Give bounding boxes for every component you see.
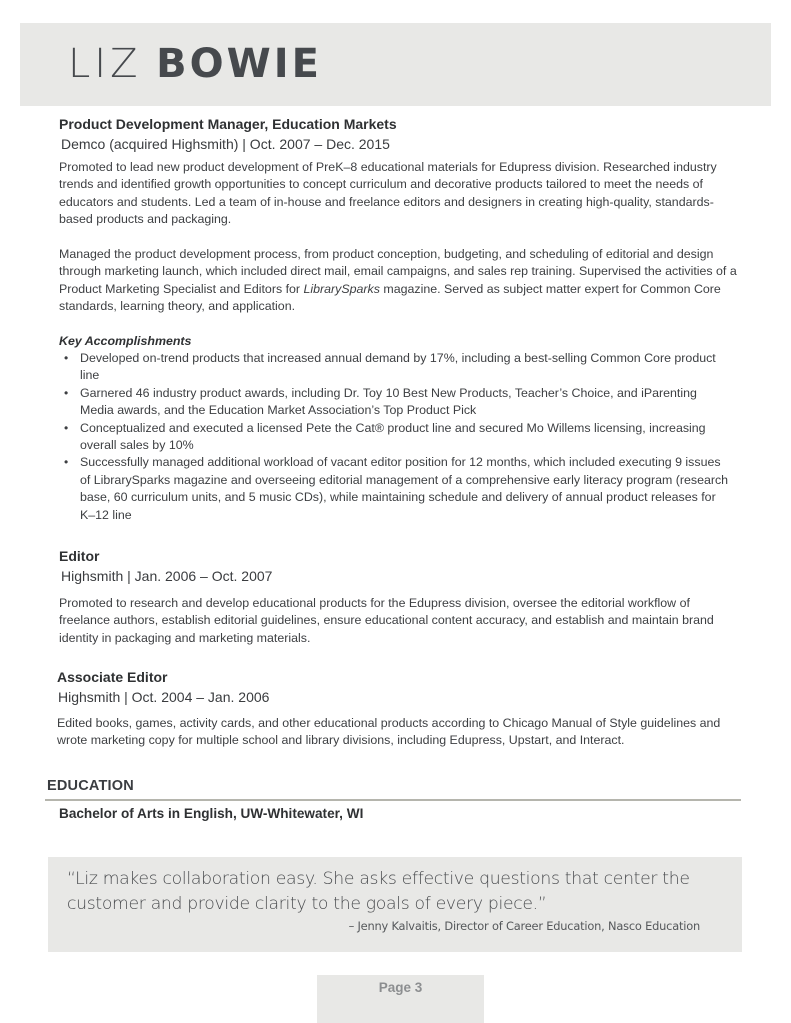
job-title: Editor xyxy=(59,548,100,564)
magazine-title: LibrarySparks xyxy=(303,281,380,296)
job-company-dates: Highsmith | Jan. 2006 – Oct. 2007 xyxy=(61,568,273,584)
list-item: • Successfully managed additional workload of vacant editor position for 12 months, which included executing 9 issues of LibrarySparks magazine and overseeing editorial management of a comprehensive early literacy program (research base, 60 curriculum units, and 5 music CDs), while maintaining schedule and delivery of annual product releases for K–12 line xyxy=(64,454,734,524)
job-description xyxy=(59,246,739,316)
page-number-box xyxy=(317,975,484,1023)
name-header xyxy=(20,23,771,106)
description-text: Managed the product development process, from product conception, budgeting, and scheduling of editorial and design through marketing launch, which included direct mail, email campaigns, and sales rep training. Supervised the activities of a Product Marketing Specialist and Editors for xyxy=(59,247,737,296)
job-title: Associate Editor xyxy=(57,669,168,685)
candidate-name xyxy=(68,37,322,90)
degree: Bachelor of Arts in English, UW-Whitewater, WI xyxy=(59,806,364,821)
job-company-dates: Highsmith | Oct. 2004 – Jan. 2006 xyxy=(58,689,270,705)
list-item: • Garnered 46 industry product awards, including Dr. Toy 10 Best New Products, Teacher’s Choice, and iParenting Media awards, and the Education Market Association’s Top Product Pick xyxy=(64,385,734,420)
first-name: LIZ xyxy=(68,41,142,87)
job-description: Promoted to research and develop educational products for the Edupress division, oversee the editorial workflow of freelance authors, establish editorial guidelines, ensure educational content accuracy, and establish and maintain brand identity in packaging and marketing materials. xyxy=(59,596,714,645)
job-description: Promoted to lead new product development of PreK–8 educational materials for Edupress division. Researched industry trends and identified growth opportunities to concept curriculum and decorative products tailored to meet the needs of educators and students. Led a team of in-house and freelance editors and designers in creating high-quality, standards-based products and packaging. xyxy=(59,160,717,227)
key-accomplishments-heading: Key Accomplishments xyxy=(59,334,192,348)
accomplishments-list xyxy=(64,350,734,524)
testimonial-box xyxy=(48,857,742,952)
last-name: BOWIE xyxy=(156,41,322,87)
description-text: magazine. Served as subject matter expert for Common Core standards, learning theory, and application. xyxy=(59,281,721,314)
testimonial-attribution: – Jenny Kalvaitis, Director of Career Education, Nasco Education xyxy=(348,919,700,933)
list-item: • Conceptualized and executed a licensed Pete the Cat® product line and secured Mo Willems licensing, increasing overall sales by 10% xyxy=(64,420,734,455)
testimonial-quote: “Liz makes collaboration easy. She asks effective questions that center the customer and provide clarity to the goals of every piece.” xyxy=(67,869,690,914)
list-item: • Developed on-trend products that increased annual demand by 17%, including a best-selling Common Core product line xyxy=(64,350,734,385)
job-title: Product Development Manager, Education Markets xyxy=(59,116,397,132)
section-divider xyxy=(45,799,741,801)
section-heading-education: EDUCATION xyxy=(47,778,134,794)
job-company-dates: Demco (acquired Highsmith) | Oct. 2007 – Dec. 2015 xyxy=(61,136,390,152)
job-description: Edited books, games, activity cards, and other educational products according to Chicago Manual of Style guidelines and wrote marketing copy for multiple school and library divisions, including Edupress, Upstart, and Interact. xyxy=(57,716,721,748)
page-number: Page 3 xyxy=(378,980,423,995)
